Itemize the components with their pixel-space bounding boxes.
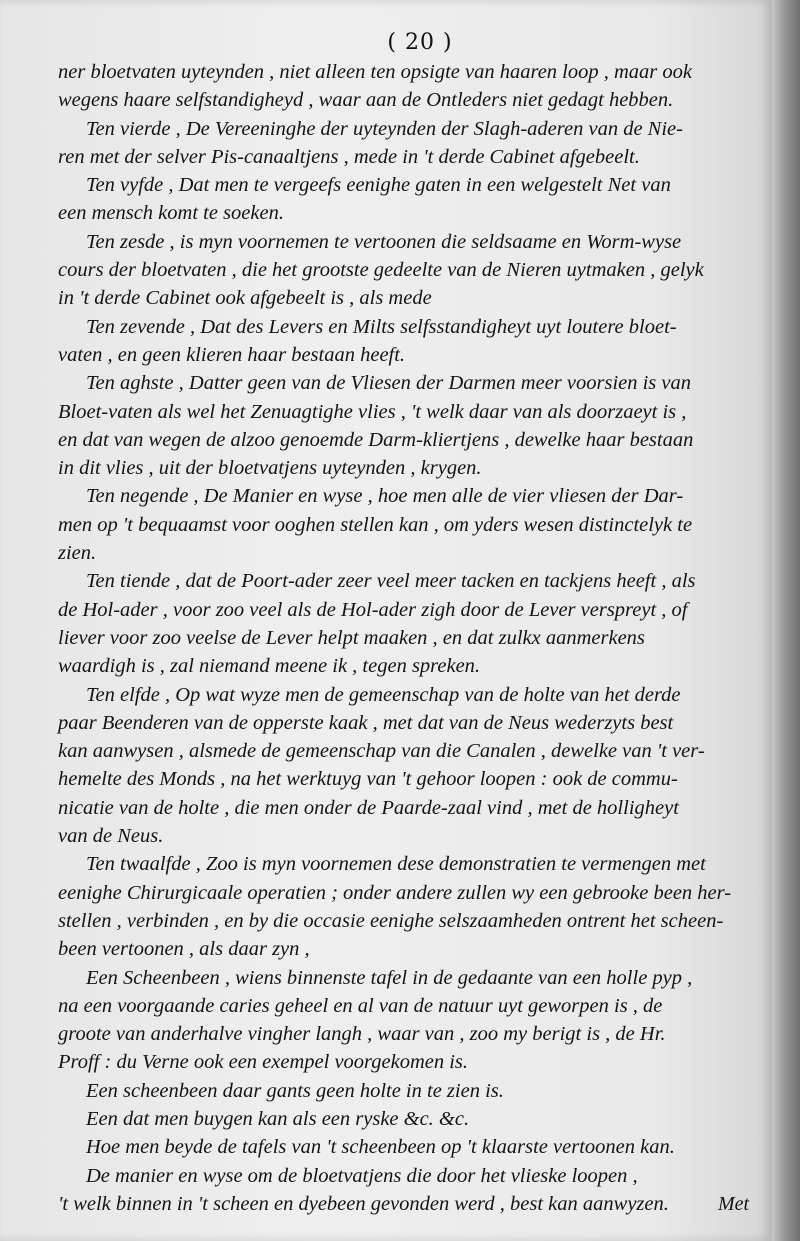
text-line: Een Scheenbeen , wiens binnenste tafel in de gedaante van een holle pyp , <box>86 966 693 989</box>
text-line: De manier en wyse om de bloetvatjens die door het vlieske loopen , <box>86 1164 638 1187</box>
body-text <box>58 58 768 1218</box>
text-line: in 't derde Cabinet ook afgebeelt is , als mede <box>58 287 432 310</box>
text-line: Ten negende , De Manier en wyse , hoe men alle de vier vliesen der Dar- <box>86 485 684 508</box>
page-edge-shadow <box>772 0 800 1241</box>
text-line: in dit vlies , uit der bloetvatjens uyteynden , krygen. <box>58 457 482 480</box>
text-line: zien. <box>58 542 97 565</box>
text-line: de Hol-ader , voor zoo veel als de Hol-ader zigh door de Lever verspreyt , of <box>58 598 688 621</box>
text-line: ren met der selver Pis-canaaltjens , mede in 't derde Cabinet afgebeelt. <box>58 145 640 168</box>
text-line: stellen , verbinden , en by die occasie eenighe selszaamheden ontrent het scheen- <box>58 909 724 932</box>
text-line: Bloet-vaten als wel het Zenuagtighe vlies , 't welk daar van als doorzaeyt is , <box>58 400 687 423</box>
text-line: Ten vyfde , Dat men te vergeefs eenighe gaten in een welgestelt Net van <box>86 174 671 197</box>
text-line: hemelte des Monds , na het werktuyg van 't gehoor loopen : ook de commu- <box>58 768 678 791</box>
text-line: vaten , en geen klieren haar bestaan heeft. <box>58 343 406 366</box>
text-line: een mensch komt te soeken. <box>58 202 284 225</box>
text-line: groote van anderhalve vingher langh , waar van , zoo my berigt is , de Hr. <box>58 1023 666 1046</box>
text-line: ner bloetvaten uyteynden , niet alleen ten opsigte van haaren loop , maar ook <box>58 61 693 83</box>
text-line: kan aanwysen , alsmede de gemeenschap van die Canalen , dewelke van 't ver- <box>58 740 705 763</box>
text-line: nicatie van de holte , die men onder de Paarde-zaal vind , met de holligheyt <box>58 796 679 819</box>
text-line: liever voor zoo veelse de Lever helpt maaken , en dat zulkx aanmerkens <box>58 626 645 649</box>
text-line: waardigh is , zal niemand meene ik , tegen spreken. <box>58 655 481 678</box>
text-line: Ten zesde , is myn voornemen te vertoonen die seldsaame en Worm-wyse <box>86 230 682 253</box>
text-line: Ten twaalfde , Zoo is myn voornemen dese demonstratien te vermengen met <box>86 853 706 876</box>
text-line: wegens haare selfstandigheyd , waar aan de Ontleders niet gedagt hebben. <box>58 89 674 112</box>
text-line: Hoe men beyde de tafels van 't scheenbeen op 't klaarste vertoonen kan. <box>86 1136 675 1159</box>
page-number: ( 20 ) <box>387 30 453 55</box>
text-line: eenighe Chirurgicaale operatien ; onder andere zullen wy een gebrooke been her- <box>58 881 732 904</box>
text-line: Ten zevende , Dat des Levers en Milts selfsstandigheyt uyt loutere bloet- <box>86 315 677 338</box>
catchword: Met <box>718 1193 750 1215</box>
text-line: Proff : du Verne ook een exempel voorgekomen is. <box>58 1051 469 1074</box>
text-line: paar Beenderen van de opperste kaak , met dat van de Neus wederzyts best <box>58 711 674 734</box>
text-line: Ten elfde , Op wat wyze men de gemeenschap van de holte van het derde <box>86 683 681 706</box>
text-line: been vertoonen , als daar zyn , <box>58 938 310 961</box>
text-line: Een scheenbeen daar gants geen holte in te zien is. <box>86 1079 504 1102</box>
text-line: na een voorgaande caries geheel en al van de natuur uyt geworpen is , de <box>58 994 663 1017</box>
text-line: 't welk binnen in 't scheen en dyebeen gevonden werd , best kan aanwyzen. <box>58 1192 669 1215</box>
text-line: van de Neus. <box>58 825 164 848</box>
text-line: cours der bloetvaten , die het grootste gedeelte van de Nieren uytmaken , gelyk <box>58 259 704 282</box>
text-line: Ten tiende , dat de Poort-ader zeer veel meer tacken en tackjens heeft , als <box>86 570 696 593</box>
text-line: Een dat men buygen kan als een ryske &c. &c. <box>86 1107 470 1130</box>
text-line: en dat van wegen de alzoo genoemde Darm-kliertjens , dewelke haar bestaan <box>58 428 694 451</box>
text-line: Ten vierde , De Vereeninghe der uyteynden der Slagh-aderen van de Nie- <box>86 117 683 140</box>
text-line: men op 't bequaamst voor ooghen stellen kan , om yders wesen distinctelyk te <box>58 513 693 536</box>
text-line: Ten aghste , Datter geen van de Vliesen der Darmen meer voorsien is van <box>86 372 692 395</box>
